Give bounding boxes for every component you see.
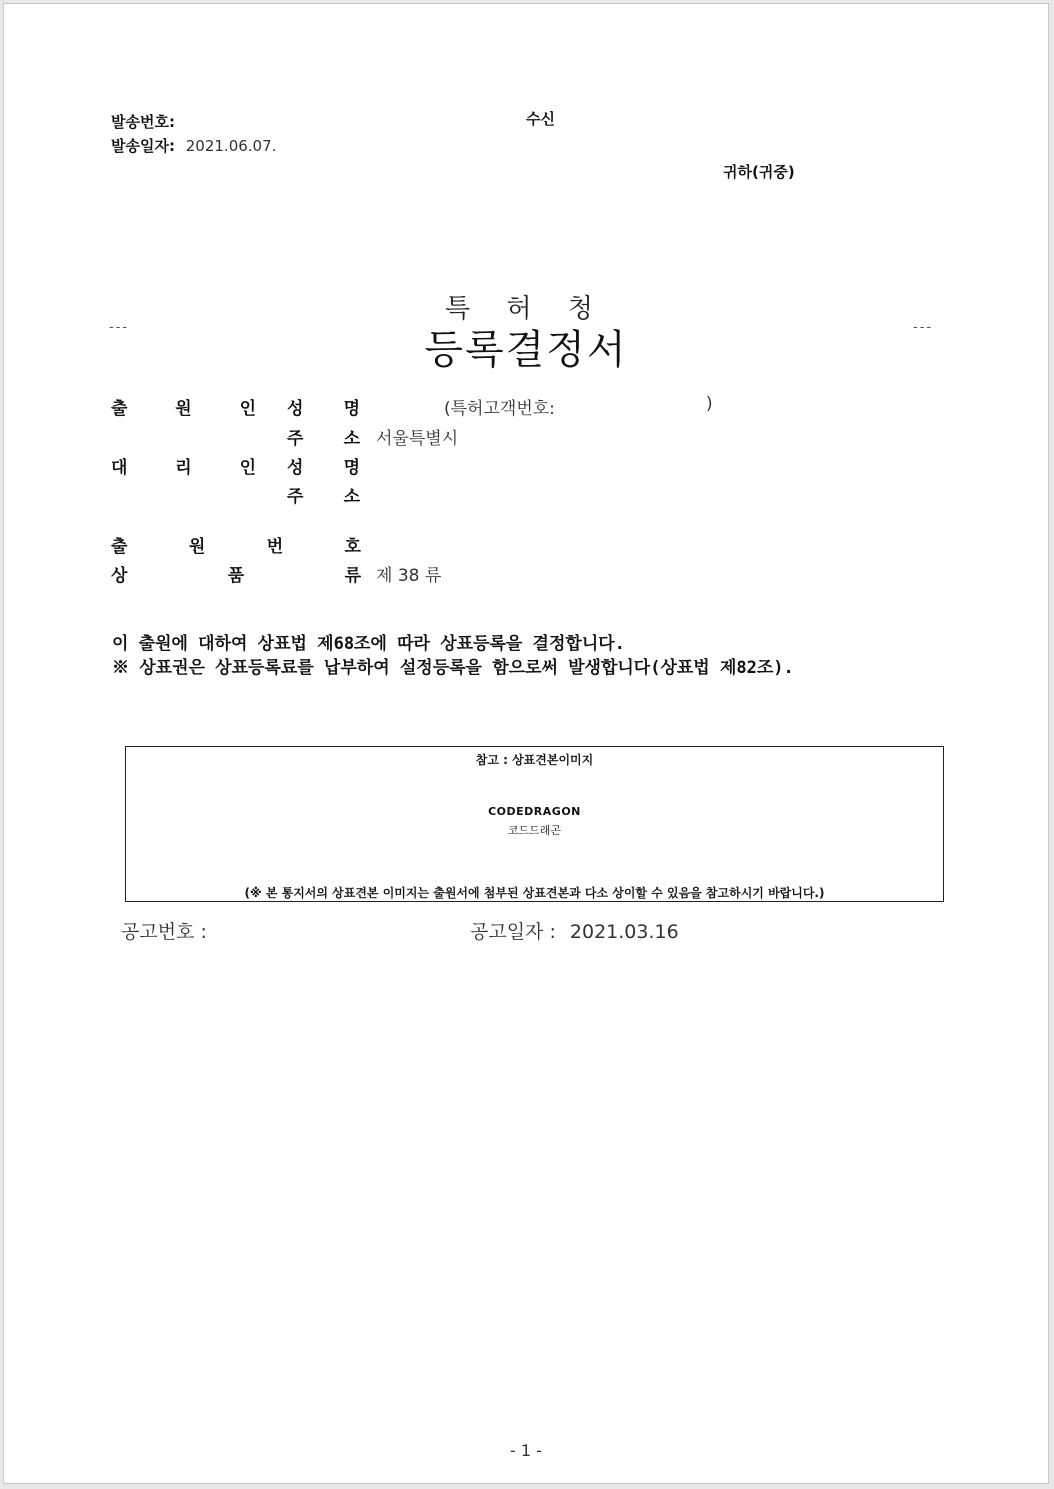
- send-date-label: 발송일자:: [111, 137, 175, 155]
- app-number-label-char: 번: [266, 537, 284, 557]
- agent-label-char: 리: [175, 458, 192, 478]
- honorific: 귀하(귀중): [723, 163, 795, 181]
- goods-class-label: [111, 561, 361, 586]
- logo-text-ko: 코드드래곤: [507, 824, 562, 837]
- app-number-label-char: 출: [111, 537, 128, 557]
- logo-text-en: CODEDRAGON: [488, 805, 581, 818]
- name-label-char: 성: [287, 399, 304, 419]
- address-label-char: 주: [287, 429, 304, 449]
- customer-number-close: ): [706, 394, 713, 414]
- class-label-char: 상: [111, 566, 128, 586]
- dashes-right: ---: [913, 320, 934, 335]
- send-date-value: 2021.06.07.: [185, 137, 277, 155]
- address-label-char: 소: [343, 487, 360, 507]
- sample-box-title: 참고 : 상표견본이미지: [475, 753, 594, 767]
- publication-number-label: 공고번호 :: [121, 921, 207, 943]
- agent-label-char: 인: [239, 458, 256, 478]
- agent-label: [111, 453, 256, 478]
- applicant-label-char: 출: [111, 399, 128, 419]
- page-number: - 1 -: [510, 1441, 542, 1460]
- recipient-label: 수신: [526, 110, 555, 128]
- publication-date-line: [470, 917, 679, 944]
- name-label-char: 명: [343, 458, 360, 478]
- trademark-logo: [126, 805, 943, 838]
- application-number-label: [111, 532, 361, 557]
- applicant-address: 서울특별시: [376, 429, 459, 449]
- agent-label-char: 대: [111, 458, 128, 478]
- applicant-address-label: [287, 424, 360, 449]
- trademark-sample-box: [125, 746, 944, 902]
- send-number-label: 발송번호:: [111, 113, 175, 131]
- app-number-label-char: 호: [344, 537, 361, 557]
- address-label-char: 소: [343, 429, 360, 449]
- applicant-label: [111, 394, 256, 419]
- document-page: [3, 3, 1049, 1484]
- applicant-label-char: 인: [239, 399, 256, 419]
- name-label-char: 명: [343, 399, 360, 419]
- name-label-char: 성: [287, 458, 304, 478]
- sample-box-note: (※ 본 통지서의 상표견본 이미지는 출원서에 첨부된 상표견본과 다소 상이할 수 있음을 참고하시기 바랍니다.): [244, 886, 825, 900]
- goods-class-value: 제 38 류: [376, 566, 442, 586]
- office-name: 특 허 청: [445, 294, 607, 324]
- publication-date-label: 공고일자 :: [470, 921, 556, 943]
- applicant-name-label: [287, 394, 360, 419]
- address-label-char: 주: [287, 487, 304, 507]
- class-label-char: 품: [227, 566, 245, 586]
- agent-address-label: [287, 482, 360, 507]
- decision-statement: 이 출원에 대하여 상표법 제68조에 따라 상표등록을 결정합니다.: [112, 634, 625, 654]
- rights-notice: ※ 상표권은 상표등록료를 납부하여 설정등록을 함으로써 발생합니다(상표법 제82조).: [112, 658, 794, 678]
- agent-name-label: [287, 453, 360, 478]
- send-date-line: [111, 135, 276, 156]
- customer-number-label: (특허고객번호:: [444, 399, 555, 419]
- app-number-label-char: 원: [188, 537, 206, 557]
- applicant-label-char: 원: [175, 399, 192, 419]
- publication-date-value: 2021.03.16: [569, 921, 679, 943]
- class-label-char: 류: [344, 566, 361, 586]
- dashes-left: ---: [109, 320, 130, 335]
- document-title: 등록결정서: [424, 327, 628, 373]
